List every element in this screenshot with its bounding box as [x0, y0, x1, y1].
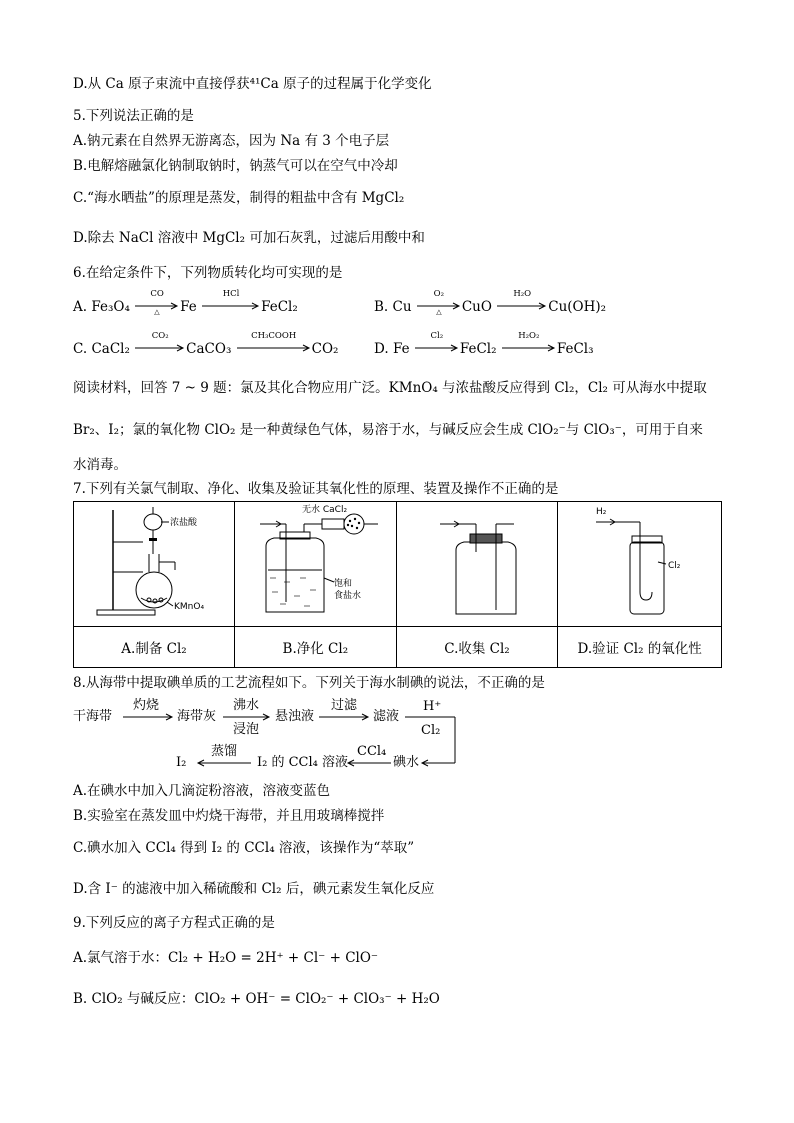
cl2-label: Cl₂: [667, 561, 681, 571]
q6d-cond2: H₂O₂: [518, 330, 540, 341]
q6b-arrow1: [416, 288, 462, 315]
q6a-s1: Fe₃O₄: [91, 299, 130, 315]
flow-op-distill: 蒸馏: [211, 744, 238, 759]
q6a-cond1: CO: [150, 288, 164, 299]
q6b-s2: CuO: [461, 299, 492, 315]
q6-stem: 6.在给定条件下，下列物质转化均可实现的是: [73, 265, 343, 281]
flow-node-suspension: 悬浊液: [275, 709, 315, 724]
flow-node-iodine-ccl4: I₂ 的 CCl₄ 溶液: [257, 755, 349, 770]
reading-line-2: Br₂、I₂；氯的氧化物 ClO₂ 是一种黄绿色气体，易溶于水，与碱反应会生成 ClO₂⁻与 ClO₃⁻，可用于自来: [73, 422, 703, 438]
q6a-heat: △: [154, 307, 160, 315]
q6b-heat: △: [436, 307, 442, 315]
q9-option-b: B. ClO₂ 与碱反应：ClO₂ + OH⁻ = ClO₂⁻ + ClO₃⁻ + H₂O: [73, 991, 440, 1007]
q6-option-c: [73, 330, 339, 359]
flow-op-boil: 沸水: [233, 698, 260, 713]
q6b-prefix: B.: [374, 299, 393, 315]
q6c-cond2: CH₃COOH: [251, 330, 297, 341]
q7-caption-a: A.制备 Cl₂: [74, 627, 235, 668]
q6d-arrow2: [501, 330, 557, 357]
reading-line-3: 水消毒。: [73, 457, 127, 473]
kmno4-label: KMnO₄: [174, 602, 205, 612]
q8-option-a: A.在碘水中加入几滴淀粉溶液，溶液变蓝色: [73, 783, 331, 799]
q6c-s1: CaCl₂: [91, 341, 130, 357]
q6d-s2: FeCl₂: [459, 341, 497, 357]
q6d-s3: FeCl₃: [556, 341, 594, 357]
brine-label-1: 饱和: [334, 579, 353, 589]
q6a-s2: Fe: [180, 299, 197, 315]
q7-caption-d: D.验证 Cl₂ 的氧化性: [558, 627, 722, 668]
q6a-prefix: A.: [73, 299, 92, 315]
q6b-cond1: O₂: [433, 288, 445, 299]
q6a-arrow1: [134, 288, 180, 315]
flow-node-iodine-water: 碘水: [393, 755, 420, 770]
flow-node-filtrate: 滤液: [373, 709, 400, 724]
q8-stem: 8.从海带中提取碘单质的工艺流程如下。下列关于海水制碘的说法，不正确的是: [73, 675, 545, 691]
q7-image-b: [235, 502, 397, 627]
q7-stem: 7.下列有关氯气制取、净化、收集及验证其氧化性的原理、装置及操作不正确的是: [73, 481, 559, 497]
q6d-arrow1: [414, 330, 460, 357]
q7-caption-b: B.净化 Cl₂: [235, 627, 397, 668]
acid-label: 浓盐酸: [170, 518, 198, 528]
q6a-cond2: HCl: [222, 288, 240, 299]
collection-diagram: [398, 502, 556, 622]
q9-stem: 9.下列反应的离子方程式正确的是: [73, 915, 275, 931]
q6c-cond1: CO₂: [151, 330, 169, 341]
purification-diagram: [236, 502, 394, 622]
h2-label: H₂: [595, 507, 607, 517]
flow-op-ccl4: CCl₄: [357, 744, 387, 759]
q6c-s2: CaCO₃: [186, 341, 232, 357]
flow-op-filter: 过滤: [331, 698, 358, 713]
q7-apparatus-table: [73, 501, 722, 668]
q6d-cond1: Cl₂: [430, 330, 444, 341]
q6d-s1: Fe: [392, 341, 410, 357]
flow-op-chlorine: Cl₂: [421, 723, 441, 738]
q5-stem: 5.下列说法正确的是: [73, 108, 194, 124]
q6b-s1: Cu: [392, 299, 412, 315]
q6c-arrow1: [134, 330, 186, 357]
q5-option-a: A.钠元素在自然界无游离态，因为 Na 有 3 个电子层: [73, 133, 390, 149]
dry-tube-label: 无水 CaCl₂: [302, 505, 348, 515]
q6b-s3: Cu(OH)₂: [548, 299, 607, 315]
q6b-cond2: H₂O: [513, 288, 532, 299]
q7-image-d: [558, 502, 722, 627]
q6a-arrow2: [201, 288, 261, 315]
q6d-prefix: D.: [374, 341, 393, 357]
flow-node-dry-kelp: 干海带: [73, 709, 113, 724]
reading-line-1: 阅读材料，回答 7 ~ 9 题：氯及其化合物应用广泛。KMnO₄ 与浓盐酸反应得到 Cl₂，Cl₂ 可从海水中提取: [73, 380, 707, 396]
q4-option-d: D.从 Ca 原子束流中直接俘获⁴¹Ca 原子的过程属于化学变化: [73, 76, 432, 92]
brine-label-2: 食盐水: [334, 591, 362, 601]
q5-option-c: C.“海水晒盐”的原理是蒸发，制得的粗盐中含有 MgCl₂: [73, 190, 405, 206]
q5-option-b: B.电解熔融氯化钠制取钠时，钠蒸气可以在空气中冷却: [73, 158, 398, 174]
flow-op-acid: H⁺: [423, 699, 442, 714]
q6b-arrow2: [496, 288, 548, 315]
flow-op-burn: 灼烧: [133, 698, 160, 713]
q6c-arrow2: [236, 330, 312, 357]
flow-op-soak: 浸泡: [233, 722, 260, 737]
oxidation-test-diagram: [560, 502, 720, 622]
q7-image-c: [396, 502, 558, 627]
q6c-s3: CO₂: [311, 341, 339, 357]
q7-image-a: [74, 502, 235, 627]
q8-flowchart: [73, 697, 473, 777]
q6a-s3: FeCl₂: [261, 299, 298, 315]
q7-caption-c: C.收集 Cl₂: [396, 627, 558, 668]
q6-option-a: [73, 288, 298, 317]
q6c-prefix: C.: [73, 341, 92, 357]
chlorine-generator-diagram: [75, 502, 233, 622]
q6-option-d: [374, 330, 594, 359]
q8-option-b: B.实验室在蒸发皿中灼烧干海带，并且用玻璃棒搅拌: [73, 808, 385, 824]
q6-option-b: [374, 288, 607, 317]
flow-node-iodine: I₂: [176, 755, 187, 770]
q9-option-a: A.氯气溶于水：Cl₂ + H₂O = 2H⁺ + Cl⁻ + ClO⁻: [73, 950, 379, 966]
q5-option-d: D.除去 NaCl 溶液中 MgCl₂ 可加石灰乳，过滤后用酸中和: [73, 230, 425, 246]
flow-node-kelp-ash: 海带灰: [177, 709, 217, 724]
q8-option-c: C.碘水加入 CCl₄ 得到 I₂ 的 CCl₄ 溶液，该操作为“萃取”: [73, 840, 415, 856]
q8-option-d: D.含 I⁻ 的滤液中加入稀硫酸和 Cl₂ 后，碘元素发生氧化反应: [73, 881, 435, 897]
